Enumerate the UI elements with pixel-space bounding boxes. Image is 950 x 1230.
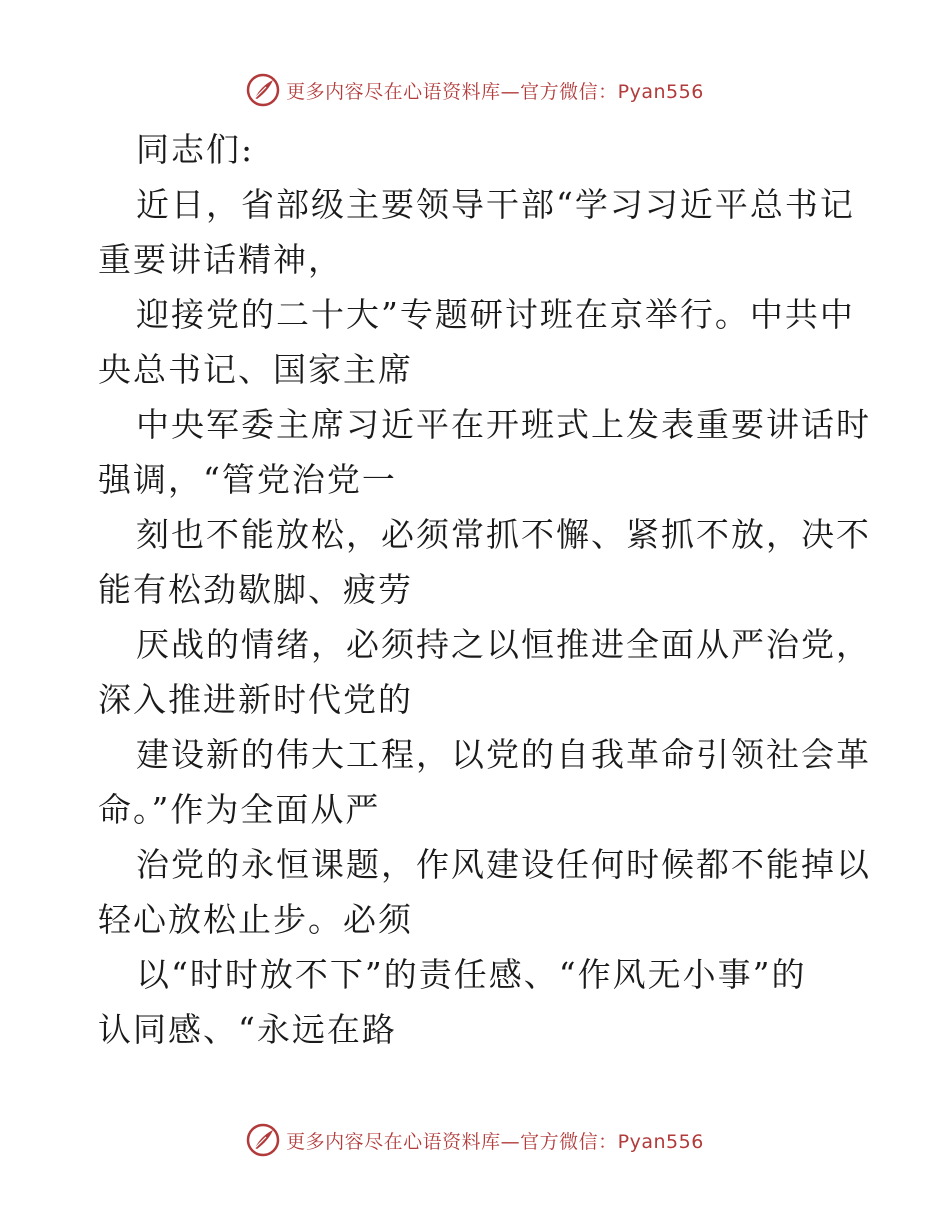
text-line: 央总书记、国家主席 [98, 350, 413, 389]
text-line: 深入推进新时代党的 [98, 680, 413, 719]
text-line: 厌战的情绪，必须持之以恒推进全面从严治党， [136, 625, 871, 664]
banner-text: 更多内容尽在心语资料库—官方微信：Pyan556 [286, 1130, 704, 1153]
text-line: 刻也不能放松，必须常抓不懈、紧抓不放，决不 [136, 515, 871, 554]
text-line: 命。”作为全面从严 [98, 790, 381, 829]
text-line: 以“时时放不下”的责任感、“作风无小事”的 [136, 955, 807, 994]
footer-banner [0, 1120, 950, 1160]
text-line: 重要讲话精神， [98, 240, 343, 279]
text-line: 强调，“管党治党一 [98, 460, 397, 499]
text-line: 迎接党的二十大”专题研讨班在京举行。中共中 [136, 295, 855, 334]
document-body [98, 122, 871, 1057]
feather-pen-logo-icon [246, 1123, 280, 1157]
header-banner [0, 70, 950, 110]
text-line: 同志们: [136, 130, 255, 169]
text-line: 治党的永恒课题，作风建设任何时候都不能掉以 [136, 845, 871, 884]
text-line: 认同感、“永远在路 [98, 1010, 397, 1049]
text-line: 轻心放松止步。必须 [98, 900, 413, 939]
banner-text: 更多内容尽在心语资料库—官方微信：Pyan556 [286, 80, 704, 103]
feather-pen-logo-icon [246, 73, 280, 107]
text-line: 近日，省部级主要领导干部“学习习近平总书记 [136, 185, 855, 224]
text-line: 中央军委主席习近平在开班式上发表重要讲话时 [136, 405, 871, 444]
text-line: 能有松劲歇脚、疲劳 [98, 570, 413, 609]
text-line: 建设新的伟大工程，以党的自我革命引领社会革 [136, 735, 871, 774]
